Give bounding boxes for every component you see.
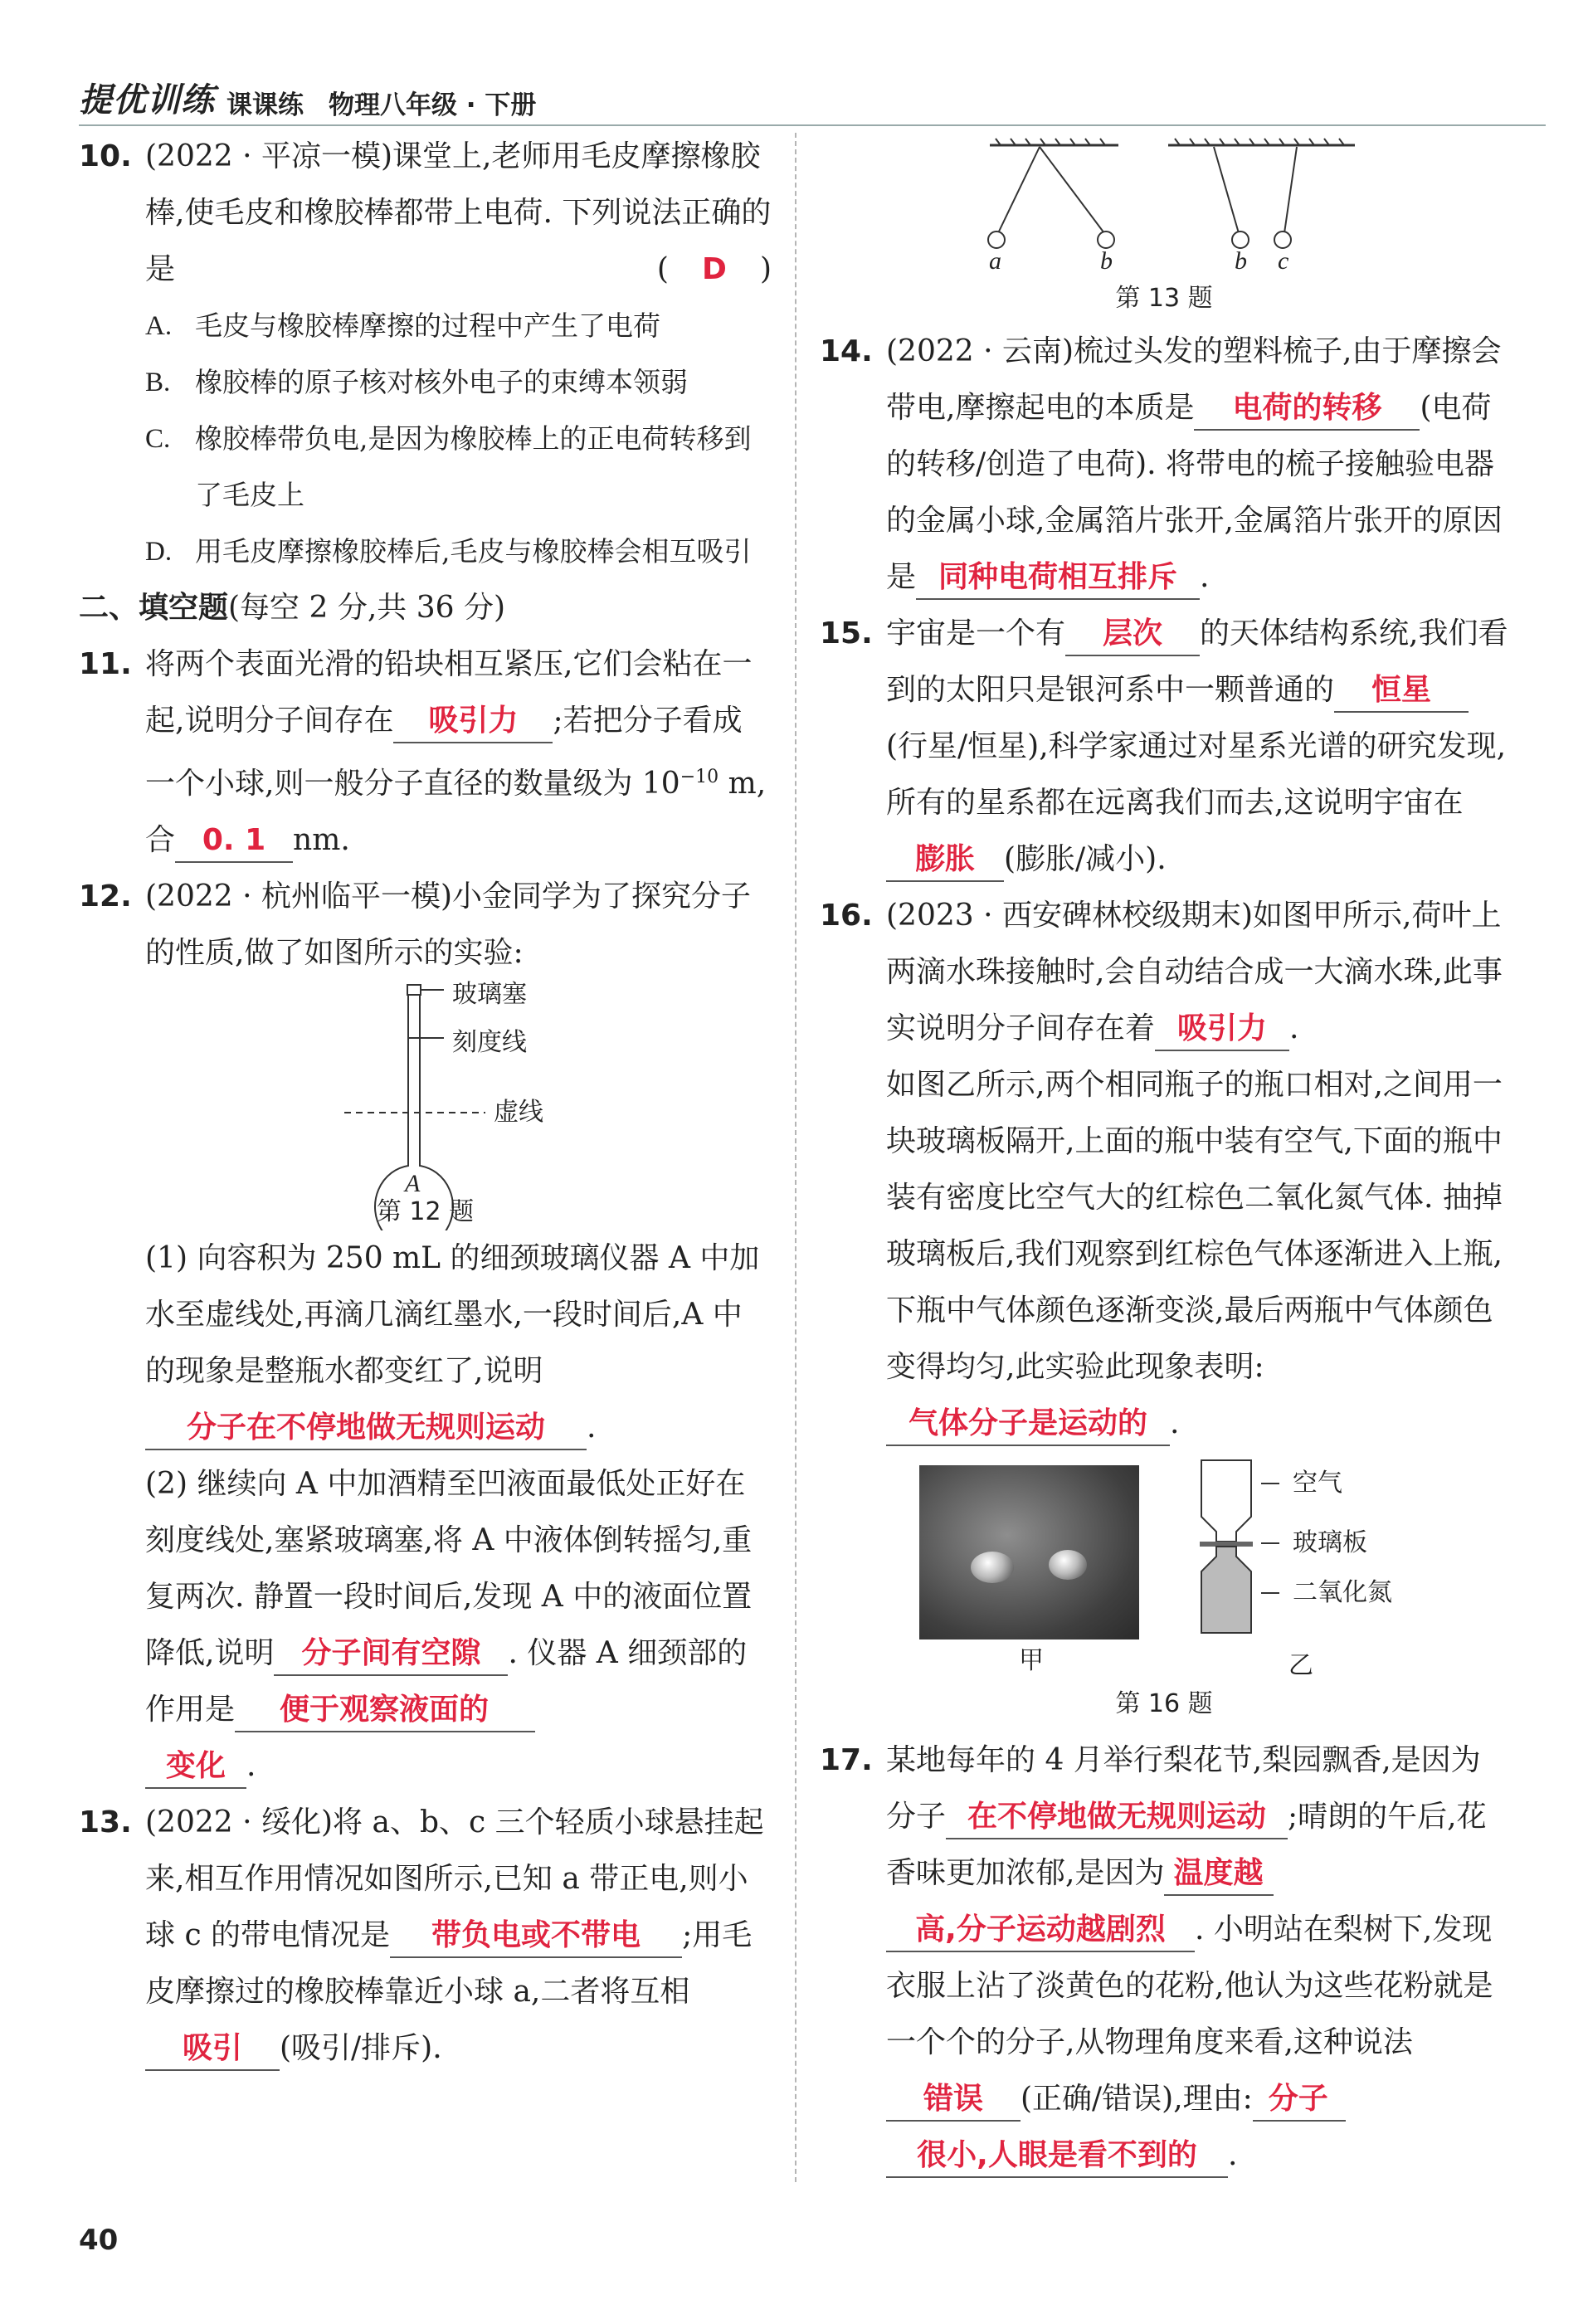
label-scale: 刻度线 (452, 1028, 527, 1057)
question-number: 13. (79, 1805, 132, 1839)
question-text: 某地每年的 4 月举行梨花节,梨园飘香,是因为分子 (886, 1743, 1481, 1834)
figure-16 (820, 1452, 1508, 1691)
label-dashed: 虚线 (494, 1098, 543, 1127)
option-label: D. (145, 537, 173, 567)
section-heading (79, 580, 772, 636)
section-title: 二、填空题 (79, 591, 229, 625)
label-yi: 乙 (1288, 1651, 1313, 1680)
answer-blank: 吸引力 (1155, 1008, 1289, 1051)
figure-13 (820, 129, 1508, 324)
question-text: . (1228, 2138, 1238, 2172)
answer-blank: 带负电或不带电 (390, 1915, 682, 1958)
question-13 (79, 1795, 772, 2077)
answer-blank: 吸引 (145, 2028, 280, 2071)
label-a: a (989, 247, 1001, 275)
question-text: (膨胀/减小). (1004, 842, 1167, 876)
question-text: (2022 · 平凉一模)课堂上,老师用毛皮摩擦橡胶棒,使毛皮和橡胶棒都带上电荷. 下列说法正确的是 (145, 139, 772, 286)
question-text: (行星/恒星),科学家通过对星系光谱的研究发现,所有的星系都在远离我们而去,这说明宇宙在 (886, 729, 1507, 820)
thread-b2 (1214, 147, 1239, 233)
question-15 (820, 606, 1508, 888)
question-10 (79, 129, 772, 580)
bracket-open: ( (656, 252, 669, 286)
option-b (145, 354, 772, 411)
answer-blank: 很小,人眼是看不到的 (886, 2135, 1228, 2178)
q12-part1: (1) 向容积为 250 mL 的细颈玻璃仪器 A 中加水至虚线处,再滴几滴红墨水,一段时间后,A 中的现象是整瓶水都变红了,说明 分子在不停地做无规则运动 . (79, 1230, 772, 1456)
bracket-close: ) (759, 252, 772, 286)
label-c: c (1278, 247, 1289, 275)
answer-choice: D (702, 252, 727, 286)
figure-caption: 第 12 题 (376, 1197, 475, 1226)
question-text: (电荷的转移/创造了电荷). 将带电的梳子接触验电器的金属小球,金属箔片张开,金属箔片张开的原因是 (886, 391, 1503, 594)
section-points: (每空 2 分,共 36 分) (228, 591, 506, 625)
pith-ball-diagram (820, 129, 1508, 295)
answer-blank: 膨胀 (886, 839, 1004, 882)
label-jia: 甲 (1019, 1646, 1044, 1675)
answer-blank: 在不停地做无规则运动 (946, 1796, 1288, 1839)
question-text: . 小明站在梨树下,发现衣服上沾了淡黄色的花粉,他认为这些花粉就是一个个的分子,从物理角度来看,这种说法 (886, 1912, 1493, 2059)
answer-blank: 同种电荷相互排斥 (916, 557, 1200, 600)
question-text: (2) 继续向 A 中加酒精至凹液面最低处正好在刻度线处,塞紧玻璃塞,将 A 中液体倒转摇匀,重复两次. 静置一段时间后,发现 A 中的液面位置降低,说明 (145, 1467, 753, 1670)
option-text: 用毛皮摩擦橡胶棒后,毛皮与橡胶棒会相互吸引 (195, 535, 752, 568)
q12-part2: (2) 继续向 A 中加酒精至凹液面最低处正好在刻度线处,塞紧玻璃塞,将 A 中液体倒转摇匀,重复两次. 静置一段时间后,发现 A 中的液面位置降低,说明 分子间有空隙 . 仪器 A 细颈部的作用是 便于观察液面的 变化 . (79, 1456, 772, 1795)
question-text: nm. (293, 823, 350, 857)
question-12 (79, 869, 772, 982)
answer-blank: 吸引力 (393, 700, 553, 743)
flask-diagram (79, 982, 772, 1230)
answer-blank: 分子在不停地做无规则运动 (145, 1407, 587, 1450)
question-number: 16. (820, 899, 873, 933)
figure-caption: 第 16 题 (1115, 1689, 1213, 1718)
water-drop (1049, 1550, 1087, 1580)
lower-bottle (1201, 1547, 1251, 1633)
question-number: 10. (79, 139, 132, 173)
label-glass-plate: 玻璃板 (1293, 1528, 1367, 1557)
page-header (79, 71, 536, 121)
option-text: 橡胶棒的原子核对核外电子的束缚本领弱 (195, 366, 688, 398)
thread-c (1284, 147, 1297, 233)
answer-blank: 温度越 (1164, 1853, 1274, 1896)
option-text: 毛皮与橡胶棒摩擦的过程中产生了电荷 (195, 309, 660, 342)
question-number: 14. (820, 334, 873, 368)
stopper-shape (407, 985, 421, 995)
question-number: 12. (79, 879, 132, 914)
question-text: m,合 (145, 767, 767, 857)
question-text: ;用毛皮摩擦过的橡胶棒靠近小球 a,二者将互相 (145, 1918, 753, 2009)
question-text: (1) 向容积为 250 mL 的细颈玻璃仪器 A 中加水至虚线处,再滴几滴红墨水,一段时间后,A 中的现象是整瓶水都变红了,说明 (145, 1241, 760, 1388)
answer-blank: 错误 (886, 2078, 1021, 2122)
leader-lines (1261, 1459, 1286, 1625)
question-11 (79, 636, 772, 869)
answer-blank: 层次 (1065, 613, 1200, 656)
answer-blank: 分子 (1253, 2078, 1346, 2122)
question-16: 16. (2023 · 西安碑林校级期末)如图甲所示,荷叶上两滴水珠接触时,会自动结合成一大滴水珠,此事实说明分子间存在着 吸引力 . 如图乙所示,两个相同瓶子的瓶口相对,之间用一块玻璃板隔开,上面的瓶中装有空气,下面的瓶中装有密度比空气大的红棕色二氧化氮气体. 抽掉玻璃板后,我们观察到红棕色气体逐渐进入上瓶,下瓶中气体颜色逐渐变淡,最后两瓶中气体颜色变得均匀,此实验此现象表明:气体分子是运动的 . (820, 888, 1508, 1452)
option-d (145, 524, 772, 580)
question-number: 17. (820, 1743, 873, 1777)
subject-name: 物理八年级 · 下册 (329, 90, 537, 120)
question-text: (2023 · 西安碑林校级期末)如图甲所示,荷叶上两滴水珠接触时,会自动结合成一大滴水珠,此事实说明分子间存在着 (886, 899, 1503, 1045)
option-c (145, 411, 772, 524)
question-text: (2022 · 云南)梳过头发的塑料梳子,由于摩擦会带电,摩擦起电的本质是 (886, 334, 1502, 425)
thread-b1 (1040, 147, 1104, 233)
question-text: 仪器 A 细颈部的作用是 (145, 1636, 748, 1727)
label-stopper: 玻璃塞 (452, 980, 527, 1009)
series-name: 课课练 (227, 90, 304, 120)
water-drop (971, 1552, 1014, 1583)
question-text: 如图乙所示,两个相同瓶子的瓶口相对,之间用一块玻璃板隔开,上面的瓶中装有空气,下面的瓶中装有密度比空气大的红棕色二氧化氮气体. 抽掉玻璃板后,我们观察到红棕色气体逐渐进入上瓶,下瓶中气体颜色逐渐变淡,最后两瓶中气体颜色变得均匀,此实验此现象表明: (886, 1068, 1503, 1384)
question-text: (2022 · 杭州临平一模)小金同学为了探究分子的性质,做了如图所示的实验: (145, 879, 752, 970)
question-text: (2022 · 绥化)将 a、b、c 三个轻质小球悬挂起来,相互作用情况如图所示,已知 a 带正电,则小球 c 的带电情况是 (145, 1805, 764, 1952)
label-b: b (1100, 247, 1113, 275)
answer-blank: 分子间有空隙 (274, 1633, 508, 1676)
question-number: 15. (820, 616, 873, 650)
label-b: b (1235, 247, 1247, 275)
choice-bracket (657, 241, 772, 298)
question-text: 宇宙是一个有 (886, 616, 1066, 650)
option-label: B. (145, 368, 171, 397)
answer-blank: 0. 1 (175, 820, 293, 863)
question-text: . (1200, 560, 1210, 594)
question-text: ;若把分子看成一个小球,则一般分子直径的数量级为 10 (145, 704, 743, 801)
question-number: 11. (79, 647, 132, 681)
figure-12 (79, 982, 772, 1230)
answer-blank: 气体分子是运动的 (886, 1403, 1170, 1446)
question-text: 的天体结构系统,我们看到的太阳只是银河系中一颗普通的 (886, 616, 1508, 707)
option-a (145, 298, 772, 354)
answer-blank: 高,分子运动越剧烈 (886, 1909, 1195, 1952)
label-no2: 二氧化氮 (1293, 1578, 1392, 1607)
question-text: ;晴朗的午后,花香味更加浓郁,是因为 (886, 1800, 1487, 1890)
answer-blank: 电荷的转移 (1194, 387, 1420, 431)
header-divider (79, 124, 1546, 126)
thread-a (998, 147, 1040, 233)
question-17 (820, 1732, 1508, 2184)
column-divider (795, 133, 796, 2182)
answer-blank: 变化 (145, 1746, 246, 1789)
left-column (79, 129, 772, 2077)
lotus-leaf-photo (919, 1465, 1139, 1639)
upper-bottle (1201, 1460, 1251, 1542)
option-label: C. (145, 424, 171, 454)
right-column (820, 129, 1508, 2184)
page-number: 40 (79, 2224, 119, 2257)
brand-title: 提优训练 (79, 81, 215, 119)
answer-blank: 恒星 (1334, 670, 1469, 713)
question-text: 将两个表面光滑的铅块相互紧压,它们会粘在一起,说明分子间存在 (145, 647, 753, 738)
option-label: A. (145, 311, 173, 341)
question-text: (正确/错误),理由: (1021, 2082, 1253, 2116)
question-14 (820, 324, 1508, 606)
label-air: 空气 (1293, 1469, 1342, 1498)
question-text: (吸引/排斥). (280, 2031, 442, 2065)
figure-caption: 第 13 题 (1115, 284, 1213, 313)
label-a: A (405, 1170, 421, 1197)
option-text: 橡胶棒带负电,是因为橡胶棒上的正电荷转移到了毛皮上 (195, 422, 752, 511)
exponent: −10 (680, 767, 719, 787)
answer-blank: 便于观察液面的 (235, 1689, 535, 1732)
